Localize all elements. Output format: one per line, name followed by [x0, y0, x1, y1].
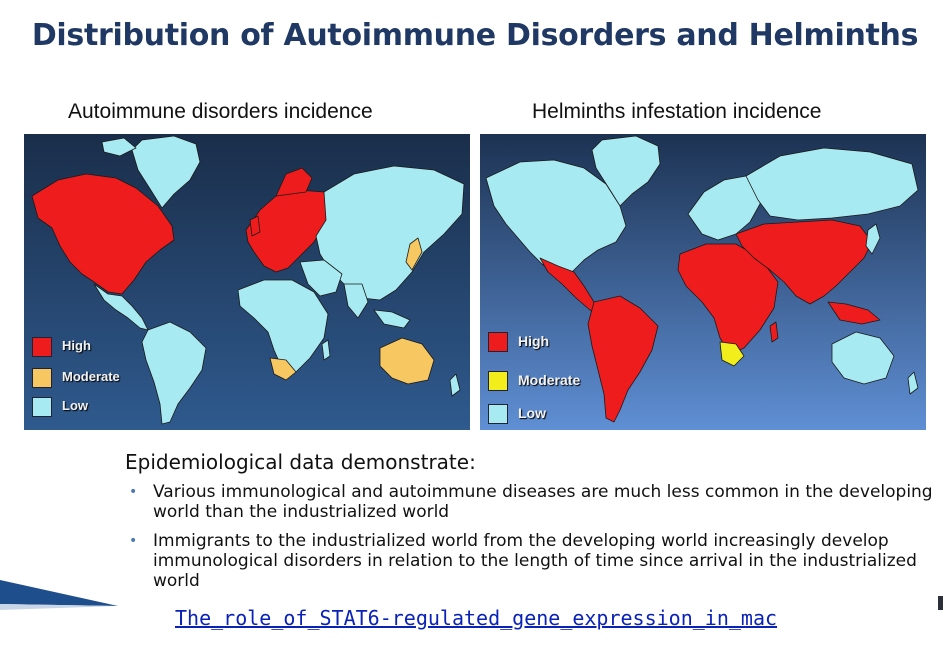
slide-title: Distribution of Autoimmune Disorders and Helminths [31, 18, 919, 53]
legend-swatch-low [32, 397, 52, 417]
bullet-list [125, 482, 935, 600]
decorative-swoosh-icon [0, 580, 130, 610]
legend-label-low: Low [518, 405, 546, 421]
legend-label-high: High [518, 333, 550, 349]
map-helminths [480, 134, 926, 430]
legend-swatch-moderate [32, 368, 52, 388]
edge-marker [938, 596, 943, 610]
bullet-item [125, 482, 935, 522]
legend-swatch-high [32, 337, 52, 357]
legend-label-moderate: Moderate [62, 369, 120, 384]
document-link[interactable]: The_role_of_STAT6-regulated_gene_expression_in_mac [175, 606, 778, 630]
legend-label-moderate: Moderate [518, 372, 581, 388]
legend-label-low: Low [62, 398, 88, 413]
bullet-dot-icon: • [129, 533, 138, 549]
bullet-text: Immigrants to the industrialized world from the developing world increasingly develop immunological disorders in relation to the length of time since arrival in the industrialized world [153, 531, 917, 591]
bullet-dot-icon: • [129, 484, 138, 500]
section-heading: Epidemiological data demonstrate: [125, 450, 476, 474]
map-autoimmune [24, 134, 470, 430]
legend-swatch-low [488, 404, 508, 424]
region-uk [250, 216, 260, 236]
legend-swatch-moderate [488, 371, 508, 391]
bullet-item [125, 531, 935, 591]
map-caption-helminths: Helminths infestation incidence [532, 100, 822, 123]
bullet-text: Various immunological and autoimmune diseases are much less common in the developing world than the industrialized world [153, 482, 933, 522]
map-caption-autoimmune: Autoimmune disorders incidence [68, 100, 373, 123]
legend-label-high: High [62, 338, 91, 353]
world-map-autoimmune [24, 134, 470, 430]
legend-swatch-high [488, 332, 508, 352]
